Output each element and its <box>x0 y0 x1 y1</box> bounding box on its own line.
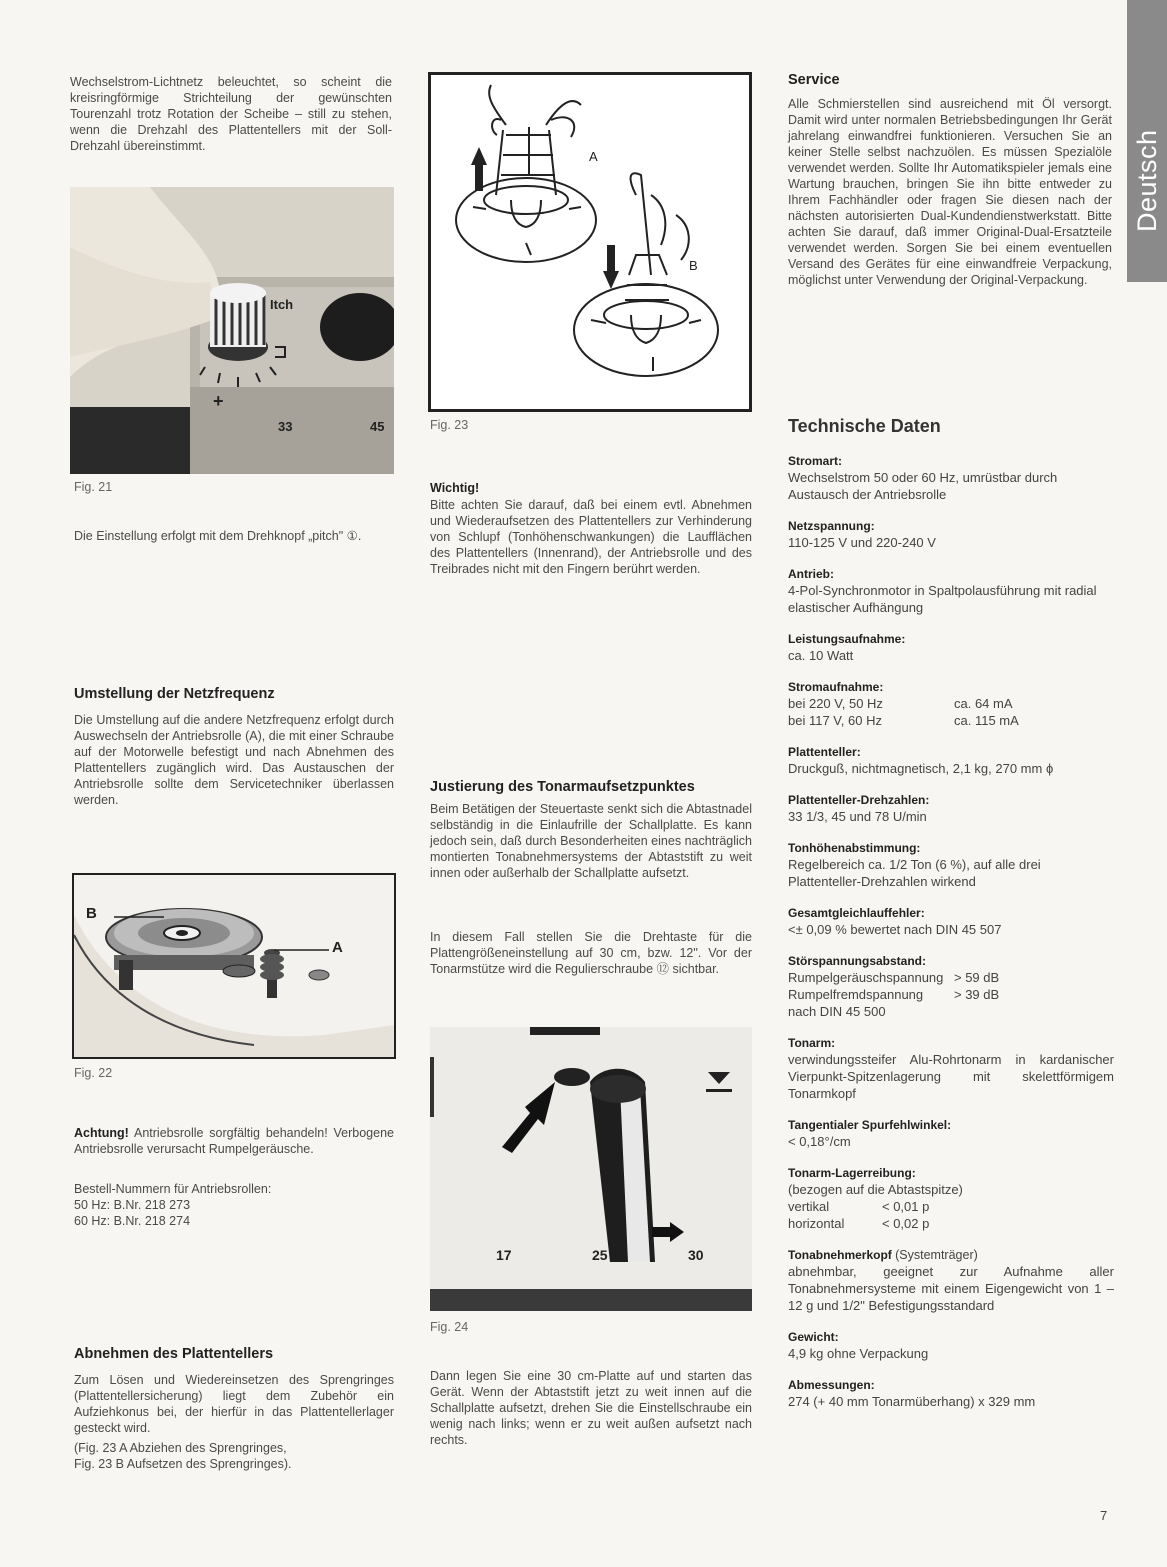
figure-22-caption: Fig. 22 <box>74 1066 113 1080</box>
spec-gewicht <box>788 1330 1114 1362</box>
spec-label: Antrieb: <box>788 567 834 581</box>
figure-24-photo <box>430 1027 752 1311</box>
spec-row-key: bei 220 V, 50 Hz <box>788 696 883 711</box>
fig24-scale-17: 17 <box>496 1247 512 1263</box>
spec-label: Netzspannung: <box>788 519 875 533</box>
achtung-label: Achtung! <box>74 1126 129 1140</box>
figure-21-illustration <box>70 187 394 474</box>
abnehmen-heading: Abnehmen des Plattentellers <box>74 1346 274 1362</box>
achtung-text: Antriebsrolle sorgfältig behandeln! Verbogene Antriebsrolle verursacht Rumpelgeräusche. <box>74 1126 394 1156</box>
figure-23-caption: Fig. 23 <box>430 418 469 432</box>
netz-heading: Umstellung der Netzfrequenz <box>74 686 275 702</box>
spec-value: 274 (+ 40 mm Tonarmüberhang) x 329 mm <box>788 1394 1036 1409</box>
spec-row-key: Rumpelgeräuschspannung <box>788 970 944 985</box>
figure-22-illustration <box>74 875 394 1057</box>
spec-label: Stromaufnahme: <box>788 680 884 694</box>
spec-label: Stromart: <box>788 454 843 468</box>
spec-row-value: ca. 64 mA <box>954 696 1013 711</box>
fig23-label-a: A <box>589 149 598 164</box>
fig23-label-b: B <box>689 258 698 273</box>
language-tab-label: Deutsch <box>1132 129 1162 232</box>
spec-row-value: < 0,01 p <box>882 1199 930 1214</box>
figure-24-caption: Fig. 24 <box>430 1320 469 1334</box>
spec-drehzahlen <box>788 793 1114 825</box>
spec-value: Druckguß, nichtmagnetisch, 2,1 kg, 270 mm ϕ <box>788 761 1054 776</box>
spec-value: 110-125 V und 220-240 V <box>788 535 936 550</box>
fig22-label-a: A <box>332 939 343 956</box>
spec-row-value: < 0,02 p <box>882 1216 930 1231</box>
spec-value: abnehmbar, geeignet zur Aufnahme aller Tonabnehmersysteme mit einem Eigengewicht von 1 – 12 g und 1/2" Befestigungsstandard <box>788 1264 1114 1313</box>
spec-value: Regelbereich ca. 1/2 Ton (6 %), auf alle drei Plattenteller-Drehzahlen wirkend <box>788 857 1041 889</box>
spec-stromart <box>788 454 1114 503</box>
spec-plattenteller <box>788 745 1114 777</box>
spec-value: 33 1/3, 45 und 78 U/min <box>788 809 927 824</box>
figure-21-caption: Fig. 21 <box>74 480 113 494</box>
wichtig-heading: Wichtig! <box>430 481 480 495</box>
bestell-list <box>74 1181 394 1229</box>
bestell-line: 50 Hz: B.Nr. 218 273 <box>74 1198 191 1212</box>
spec-label-suffix: (Systemträger) <box>895 1248 978 1262</box>
spec-row-value: > 39 dB <box>954 987 1000 1002</box>
svg-text:+: + <box>213 391 224 411</box>
page-number: 7 <box>1100 1508 1108 1523</box>
spec-label: Plattenteller-Drehzahlen: <box>788 793 930 807</box>
spec-label: Gewicht: <box>788 1330 839 1344</box>
setting-paragraph: Die Einstellung erfolgt mit dem Drehknopf „pitch" ①. <box>74 529 362 543</box>
bestell-line: Bestell-Nummern für Antriebsrollen: <box>74 1182 272 1196</box>
spec-tonhoehe <box>788 841 1114 890</box>
spec-value: 4-Pol-Synchronmotor in Spaltpolausführung mit radial elastischer Aufhängung <box>788 583 1097 615</box>
justierung-heading: Justierung des Tonarmaufsetzpunktes <box>430 779 695 795</box>
spec-stromaufnahme <box>788 680 1114 729</box>
fig21-pitch-label: Itch <box>270 297 294 312</box>
spec-spurfehlwinkel <box>788 1118 1114 1150</box>
spec-label: Tonarm: <box>788 1036 836 1050</box>
tech-specs <box>788 438 1114 1410</box>
achtung-paragraph <box>74 1125 394 1157</box>
spec-stoerspannung <box>788 954 1114 1020</box>
bestell-line: 60 Hz: B.Nr. 218 274 <box>74 1214 191 1228</box>
intro-paragraph: Wechselstrom-Lichtnetz beleuchtet, so scheint die kreisringförmige Strichteilung der gewünschten Tourenzahl trotz Rotation der Scheibe – still zu stehen, wenn die Drehzahl des Plattentellers mit der Soll-Drehzahl übereinstimmt. <box>70 75 392 153</box>
spec-label: Tonhöhenabstimmung: <box>788 841 921 855</box>
spec-tonabnehmerkopf <box>788 1248 1114 1314</box>
abnehmen-ref-line: (Fig. 23 A Abziehen des Sprengringes, <box>74 1441 287 1455</box>
spec-abmessungen <box>788 1378 1114 1410</box>
spec-label: Tonarm-Lagerreibung: <box>788 1166 916 1180</box>
spec-value: 4,9 kg ohne Verpackung <box>788 1346 929 1361</box>
spec-label: Gesamtgleichlauffehler: <box>788 906 925 920</box>
spec-row-key: bei 117 V, 60 Hz <box>788 713 882 728</box>
spec-netzspannung <box>788 519 1114 551</box>
fig24-scale-25: 25 <box>592 1247 608 1263</box>
spec-label: Tonabnehmerkopf <box>788 1248 892 1262</box>
figure-23-frame <box>428 72 752 412</box>
fig21-33-label: 33 <box>278 419 293 434</box>
fig22-label-b: B <box>86 905 97 922</box>
spec-label: Störspannungsabstand: <box>788 954 927 968</box>
abnehmen-paragraph: Zum Lösen und Wiedereinsetzen des Sprengringes (Plattentellersicherung) liegt dem Zubehör ein Aufziehkonus bei, der hierfür in das Plattentellerlager gesteckt wird. <box>74 1373 394 1435</box>
abnehmen-refs <box>74 1440 394 1472</box>
spec-tonarm <box>788 1036 1114 1102</box>
service-paragraph: Alle Schmierstellen sind ausreichend mit Öl versorgt. Damit wird unter normalen Betriebsbedingungen Ihr Gerät jahrelang einwandfrei funktionieren. Versuchen Sie an keiner Stelle selbst nachzuölen. Es müssen Spezialöle verwendet werden. Sollte Ihr Automatikspieler jemals eine Wartung brauchen, bringen Sie ihn bitte entweder zu Ihrem Fachhändler oder fragen Sie diesen nach der nächsten autorisierten Dual-Kundendienstwerkstatt. Bitte achten Sie darauf, daß immer Original-Dual-Ersatzteile verwendet werden. Sorgen Sie bei einem eventuellen Versand des Gerätes für eine einwandfreie Verpackung, möglichst unter Verwendung der Original-Verpackung. <box>788 97 1112 287</box>
figure-22-frame <box>72 873 396 1059</box>
spec-value: verwindungssteifer Alu-Rohrtonarm in kardanischer Vierpunkt-Spitzenlagerung mit skelettförmigem Tonarmkopf <box>788 1052 1114 1101</box>
spec-row-key: Rumpelfremdspannung <box>788 987 924 1002</box>
spec-antrieb <box>788 567 1114 616</box>
wichtig-paragraph: Bitte achten Sie darauf, daß bei einem evtl. Abnehmen und Wiederaufsetzen des Plattentellers zur Verhinderung von Schlupf (Tonhöhenschwankungen) die Laufflächen des Plattentellers (Innenrand), der Antriebsrolle und des Treibrades nicht mit den Fingern berührt werden. <box>430 498 752 576</box>
dann-paragraph: Dann legen Sie eine 30 cm-Platte auf und starten das Gerät. Wenn der Abtaststift jetzt zu weit innen auf die Schallplatte aufsetzt, drehen Sie die Einstellschraube ein wenig nach links; wenn er zu weit außen aufsetzt nach rechts. <box>430 1369 752 1447</box>
figure-24-illustration <box>430 1027 752 1311</box>
abnehmen-ref-line: Fig. 23 B Aufsetzen des Sprengringes). <box>74 1457 292 1471</box>
language-tab <box>1127 0 1167 282</box>
tech-heading: Technische Daten <box>788 416 941 436</box>
spec-value: Wechselstrom 50 oder 60 Hz, umrüstbar durch Austausch der Antriebsrolle <box>788 470 1058 502</box>
netz-paragraph: Die Umstellung auf die andere Netzfrequenz erfolgt durch Auswechseln der Antriebsrolle (A), die mit einer Schraube auf der Motorwelle befestigt und nach Abnehmen des Plattentellers zugänglich wird. Das Austauschen der Antriebsrolle sollte dem Servicetechniker überlassen werden. <box>74 713 394 807</box>
spec-lagerreibung <box>788 1166 1114 1232</box>
justierung-paragraph-1: Beim Betätigen der Steuertaste senkt sich die Abtastnadel selbständig in die Einlaufrille der Schallplatte. Es kann jedoch sein, daß durch Besonderheiten eines nachträglich montierten Tonabnehmersystems der Abtaststift zu weit innen oder außerhalb der Schallplatte aufsetzt. <box>430 802 752 880</box>
spec-row-key: horizontal <box>788 1216 845 1231</box>
fig24-scale-30: 30 <box>688 1247 704 1263</box>
fig21-45-label: 45 <box>370 419 385 434</box>
spec-row-value: > 59 dB <box>954 970 1000 985</box>
spec-value: (bezogen auf die Abtastspitze) <box>788 1182 963 1197</box>
figure-23-illustration <box>431 75 749 409</box>
spec-row-value: ca. 115 mA <box>954 713 1019 728</box>
spec-value: nach DIN 45 500 <box>788 1004 886 1019</box>
spec-label: Tangentialer Spurfehlwinkel: <box>788 1118 952 1132</box>
service-heading: Service <box>788 72 840 88</box>
spec-gleichlauf <box>788 906 1114 938</box>
spec-label: Abmessungen: <box>788 1378 875 1392</box>
spec-label: Leistungsaufnahme: <box>788 632 906 646</box>
spec-value: ca. 10 Watt <box>788 648 854 663</box>
figure-21-photo <box>70 187 394 474</box>
justierung-paragraph-2: In diesem Fall stellen Sie die Drehtaste für die Plattengrößeneinstellung auf 30 cm, bzw. 12". Vor der Tonarmstütze wird die Regulierschraube ⑫ sichtbar. <box>430 930 752 976</box>
spec-value: <± 0,09 % bewertet nach DIN 45 507 <box>788 922 1002 937</box>
spec-value: < 0,18°/cm <box>788 1134 851 1149</box>
spec-leistung <box>788 632 1114 664</box>
spec-row-key: vertikal <box>788 1199 830 1214</box>
spec-label: Plattenteller: <box>788 745 861 759</box>
